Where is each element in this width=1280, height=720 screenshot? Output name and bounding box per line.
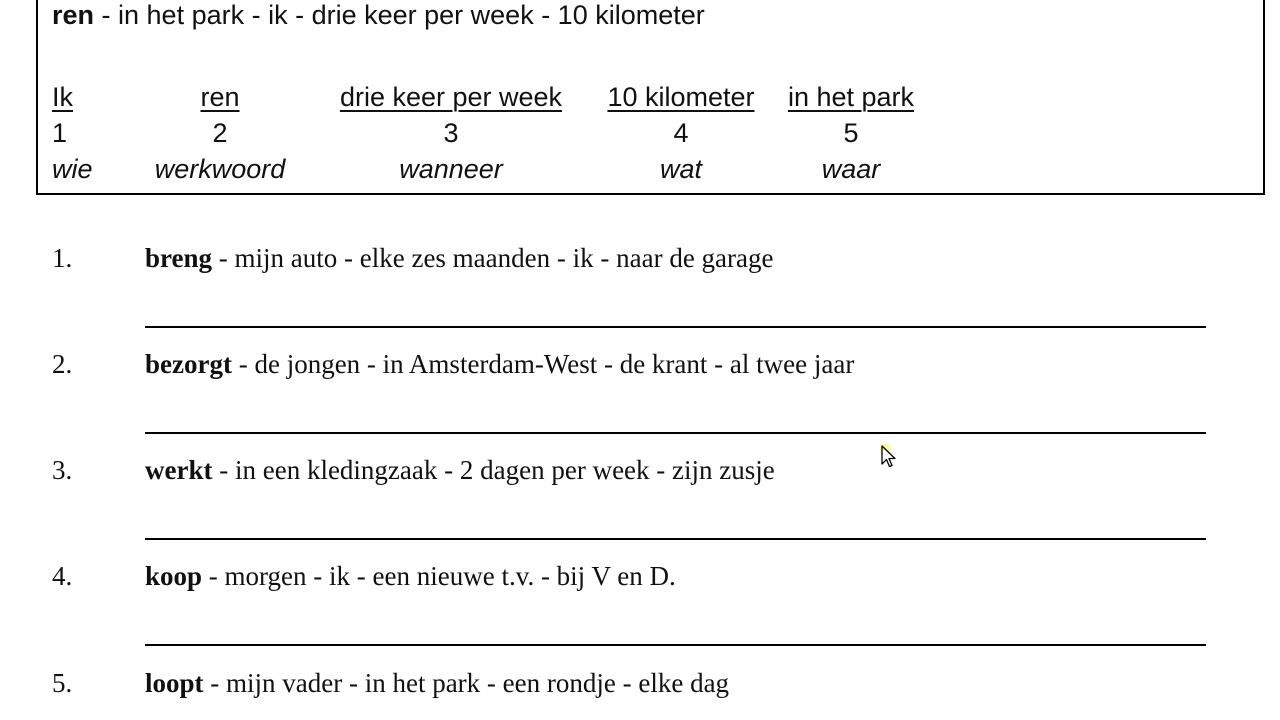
answer-line[interactable] — [145, 432, 1206, 434]
answer-line[interactable] — [145, 326, 1206, 328]
column-word: Ik — [52, 82, 74, 112]
column-number: 2 — [212, 118, 228, 148]
column-category: waar — [821, 154, 881, 184]
exercise-number: 2. — [52, 349, 73, 379]
example-column-5 — [778, 79, 924, 187]
example-column-2 — [142, 79, 298, 187]
example-column-4 — [597, 79, 765, 187]
exercise-verb: koop — [145, 561, 203, 591]
example-box — [36, 0, 1265, 195]
column-number: 4 — [673, 118, 689, 148]
column-category: wanneer — [399, 154, 503, 184]
column-category: wat — [659, 154, 703, 184]
exercise-sentence — [145, 561, 676, 592]
column-category: wie — [52, 154, 93, 184]
column-word: 10 kilometer — [607, 82, 755, 112]
exercise-verb: loopt — [145, 668, 204, 698]
column-category: werkwoord — [154, 154, 286, 184]
example-column-1 — [52, 79, 93, 187]
exercise-number: 5. — [52, 668, 73, 698]
column-number: 3 — [443, 118, 459, 148]
exercise-rest: - in een kledingzaak - 2 dagen per week - zijn zusje — [212, 455, 775, 485]
column-word: in het park — [787, 82, 915, 112]
exercise-sentence — [145, 243, 774, 274]
exercise-rest: - mijn vader - in het park - een rondje - elke dag — [203, 668, 730, 698]
exercise-number: 1. — [52, 243, 73, 273]
exercise-verb: bezorgt — [145, 349, 232, 379]
answer-line[interactable] — [145, 644, 1206, 646]
exercise-sentence — [145, 668, 729, 699]
exercise-sentence — [145, 349, 854, 380]
example-column-3 — [324, 79, 578, 187]
exercise-number: 4. — [52, 561, 73, 591]
exercise-rest: - morgen - ik - een nieuwe t.v. - bij V en D. — [202, 561, 676, 591]
exercise-rest: - de jongen - in Amsterdam-West - de krant - al twee jaar — [231, 349, 855, 379]
exercise-rest: - mijn auto - elke zes maanden - ik - naar de garage — [212, 243, 774, 273]
example-rest: - in het park - ik - drie keer per week - 10 kilometer — [94, 0, 705, 30]
exercise-verb: werkt — [145, 455, 213, 485]
exercise-verb: breng — [145, 243, 213, 273]
mouse-pointer-icon — [880, 444, 900, 470]
answer-line[interactable] — [145, 538, 1206, 540]
column-word: drie keer per week — [339, 82, 563, 112]
exercise-sentence — [145, 455, 775, 486]
column-number: 1 — [52, 118, 68, 148]
column-number: 5 — [843, 118, 859, 148]
exercise-number: 3. — [52, 455, 73, 485]
example-verb: ren — [52, 0, 95, 30]
column-word: ren — [200, 82, 240, 112]
example-sentence — [52, 0, 705, 31]
